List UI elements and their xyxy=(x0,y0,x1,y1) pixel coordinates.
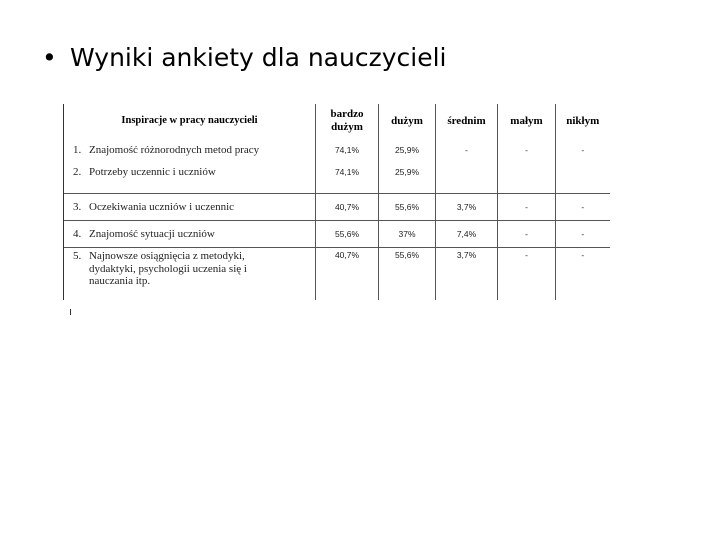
survey-table xyxy=(63,104,610,300)
header-very-large-line2: dużym xyxy=(331,121,363,133)
row-label xyxy=(64,162,316,194)
row-number: 1. xyxy=(73,143,82,156)
row-number: 5. xyxy=(73,250,82,262)
header-small: małym xyxy=(498,104,556,138)
row-label xyxy=(64,248,316,301)
slide-title xyxy=(42,44,446,72)
table-header-row xyxy=(64,104,610,138)
row-text: Oczekiwania uczniów i uczennic xyxy=(89,200,235,213)
value-small: - xyxy=(498,221,556,248)
value-medium: - xyxy=(436,138,498,162)
row-number: 4. xyxy=(73,227,82,240)
row-label xyxy=(64,194,316,221)
value-large: 25,9% xyxy=(379,162,436,194)
value-very-large: 74,1% xyxy=(316,162,379,194)
table-row xyxy=(64,138,610,162)
value-medium xyxy=(436,162,498,194)
header-large: dużym xyxy=(379,104,436,138)
value-very-large: 55,6% xyxy=(316,221,379,248)
row-number: 3. xyxy=(73,200,82,213)
row-label xyxy=(64,221,316,248)
row-text-line: dydaktyki, psychologii uczenia się i xyxy=(89,262,247,275)
value-small: - xyxy=(498,194,556,221)
value-very-large: 40,7% xyxy=(316,248,379,301)
header-medium: średnim xyxy=(436,104,498,138)
value-large: 55,6% xyxy=(379,248,436,301)
header-very-large xyxy=(316,104,379,138)
value-very-large: 74,1% xyxy=(316,138,379,162)
row-number: 2. xyxy=(73,166,82,178)
table-row xyxy=(64,221,610,248)
row-text: Znajomość różnorodnych metod pracy xyxy=(89,143,260,156)
value-small: - xyxy=(498,248,556,301)
value-medium: 3,7% xyxy=(436,248,498,301)
value-large: 25,9% xyxy=(379,138,436,162)
table-edge-mark xyxy=(70,309,71,315)
value-small: - xyxy=(498,138,556,162)
value-medium: 3,7% xyxy=(436,194,498,221)
bullet-icon: • xyxy=(42,43,57,72)
row-text-line: Najnowsze osiągnięcia z metodyki, xyxy=(89,250,245,262)
value-negligible xyxy=(556,162,610,194)
value-negligible: - xyxy=(556,194,610,221)
row-label xyxy=(64,138,316,162)
row-text: Znajomość sytuacji uczniów xyxy=(89,227,215,240)
value-negligible: - xyxy=(556,248,610,301)
survey-table-container xyxy=(63,104,609,306)
value-small xyxy=(498,162,556,194)
header-inspiration: Inspiracje w pracy nauczycieli xyxy=(64,104,316,138)
value-medium: 7,4% xyxy=(436,221,498,248)
value-large: 37% xyxy=(379,221,436,248)
table-row xyxy=(64,194,610,221)
table-row xyxy=(64,162,610,194)
row-text-block xyxy=(89,250,247,288)
value-very-large: 40,7% xyxy=(316,194,379,221)
value-large: 55,6% xyxy=(379,194,436,221)
header-negligible: nikłym xyxy=(556,104,610,138)
row-text: Potrzeby uczennic i uczniów xyxy=(89,166,216,178)
value-negligible: - xyxy=(556,138,610,162)
header-very-large-line1: bardzo xyxy=(330,108,364,121)
value-negligible: - xyxy=(556,221,610,248)
row-text-line: nauczania itp. xyxy=(89,275,151,288)
table-row xyxy=(64,248,610,301)
title-text: Wyniki ankiety dla nauczycieli xyxy=(70,43,447,72)
